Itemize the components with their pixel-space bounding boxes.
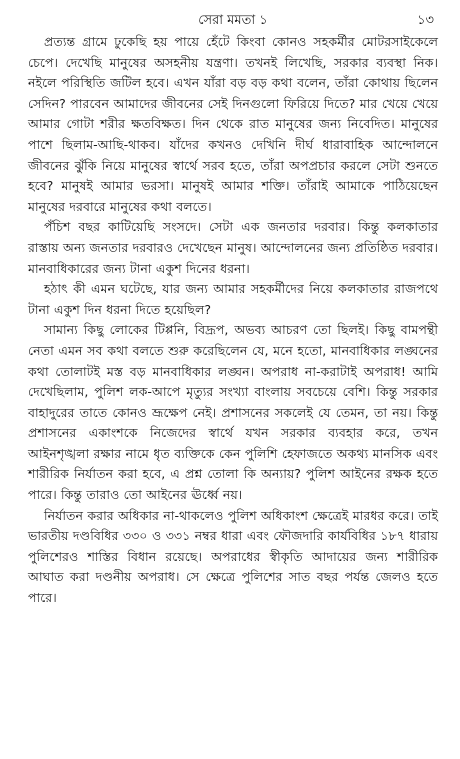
paragraph: সামান্য কিছু লোকের টিপ্পনি, বিদ্রূপ, অভব্য আচরণ তো ছিলই। কিছু বামপন্থী নেতা এমন সব কথা বলতে শুরু করেছিলেন যে, মনে হতো, মানবাধিকার লঙ্ঘনের কথা তোলাটই মস্ত বড় মানবাধিকার লঙ্ঘন। অপরাধ না-করাটাই অপরাধ! আমি দেখেছিলাম, পুলিশ লক-আপে মৃত্যুর সংখ্যা বাংলায় সবচেয়ে বেশি। কিন্তু সরকার বাহাদুরের তাতে কোনও ভ্রূক্ষেপ নেই। প্রশাসনের সকলেই যে তেমন, তা নয়। কিন্তু প্রশাসনের একাংশকে নিজেদের স্বার্থে যখন সরকার ব্যবহার করে, তখন আইনশৃঙ্খলা রক্ষার নামে ধৃত ব্যক্তিকে কেন পুলিশি হেফাজতে অকথ্য মানসিক এবং শারীরিক নির্যাতন করা হবে, এ প্রশ্ন তোলা কি অন্যায়? পুলিশ আইনের রক্ষক হতে পারে। কিন্তু তারাও তো আইনের ঊর্ধ্বে নয়। [28,322,438,503]
page-number: ১৩ [417,13,434,28]
running-header [28,8,438,32]
paragraph: পঁচিশ বছর কাটিয়েছি সংসদে। সেটা এক জনতার দরবার। কিন্তু কলকাতার রাস্তায় অন্য জনতার দরবারও দেখেছেন মানুষ। আন্দোলনের জন্য প্রতিষ্ঠিত দরবার। মানবাধিকারের জন্য টানা একুশ দিনের ধরনা। [28,219,438,276]
paragraph: নির্যাতন করার অধিকার না-থাকলেও পুলিশ অধিকাংশ ক্ষেত্রেই মারধর করে। তাই ভারতীয় দণ্ডবিধির ৩৩০ ও ৩৩১ নম্বর ধারা এবং ফৌজদারি কার্যবিধির ১৮৭ ধারায় পুলিশেরও শাস্তির বিধান রয়েছে। অপরাধের স্বীকৃতি আদায়ের জন্য শারীরিক আঘাত করা দণ্ডনীয় অপরাধ। সে ক্ষেত্রে পুলিশের সাত বছর পর্যন্ত জেলও হতে পারে। [28,507,438,606]
paragraph: প্রত্যন্ত গ্রামে ঢুকেছি হয় পায়ে হেঁটে কিংবা কোনও সহকর্মীর মোটরসাইকেলে চেপে। দেখেছি মানুষের অসহনীয় যন্ত্রণা। তখনই লিখেছি, সরকার ব্যবস্থা নিক। নইলে পরিস্থিতি জটিল হবে। এখন যাঁরা বড় বড় কথা বলেন, তাঁরা কোথায় ছিলেন সেদিন? পারবেন আমাদের জীবনের সেই দিনগুলো ফিরিয়ে দিতে? মার খেয়ে খেয়ে আমার গোটা শরীর ক্ষতবিক্ষত। দিন থেকে রাত মানুষের জন্য নিবেদিত। মানুষের পাশে ছিলাম-আছি-থাকব। যাঁদের কখনও দেখিনি দীর্ঘ ধারাবাহিক আন্দোলনে জীবনের ঝুঁকি নিয়ে মানুষের স্বার্থে সরব হতে, তাঁরা অপপ্রচার করলে সেটা শুনতে হবে? মানুষই আমার ভরসা। মানুষই আমার শক্তি। তাঁরাই আমাকে পাঠিয়েছেন মানুষের দরবারে মানুষের কথা বলতে। [28,34,438,214]
running-title: সেরা মমতা ১ [198,13,268,28]
paragraph: হঠাৎ কী এমন ঘটেছে, যার জন্য আমার সহকর্মীদের নিয়ে কলকাতার রাজপথে টানা একুশ দিন ধরনা দিতে হয়েছিল? [28,281,438,317]
body-text [28,32,438,609]
